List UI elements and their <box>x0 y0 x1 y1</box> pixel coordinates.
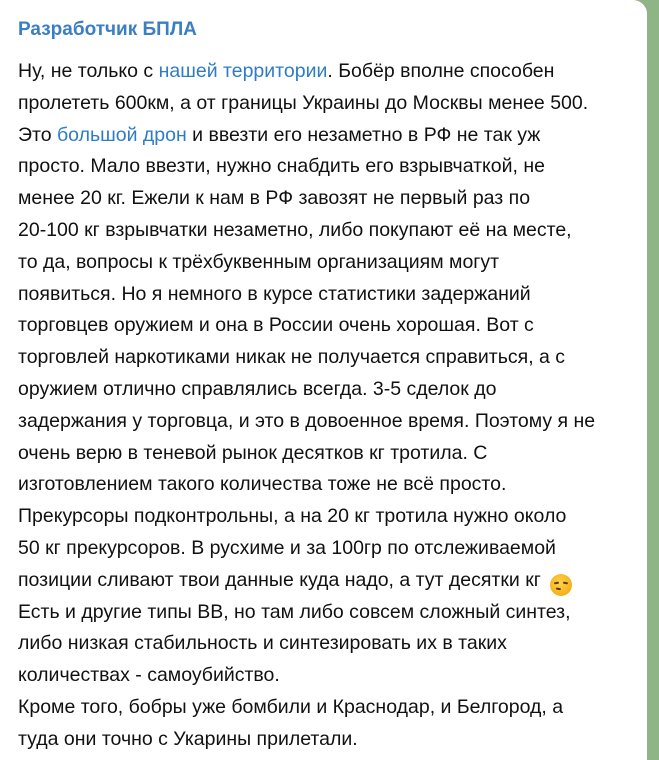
message-text-segment: Кроме того, бобры уже бомбили и Краснодар, и Белгород, а <box>18 695 564 718</box>
message-text-segment: позиции сливают твои данные куда надо, а тут десятки кг <box>18 568 547 591</box>
message-text-segment: . Бобёр вполне способен <box>327 60 555 82</box>
message-line <box>18 183 633 215</box>
message-text-segment: оружием отлично справлялись всегда. 3-5 сделок до <box>18 377 497 400</box>
message-text-segment: 20-100 кг взрывчатки незаметно, либо покупают её на месте, <box>18 218 572 241</box>
message-text-segment: просто. Мало ввезти, нужно снабдить его взрывчаткой, не <box>18 155 545 178</box>
message-text-segment: и ввезти его незаметно в РФ не так уж <box>186 123 541 146</box>
message-line <box>18 438 633 470</box>
message-text-segment: Это <box>18 123 57 146</box>
message-line <box>18 151 633 183</box>
message-line <box>18 597 633 629</box>
message-line <box>18 406 633 438</box>
message-line <box>18 660 633 692</box>
message-text-segment: торговлей наркотиками никак не получается справиться, а с <box>18 346 566 369</box>
message-text-segment: туда они точно с Укарины прилетали. <box>18 727 358 750</box>
message-line <box>18 565 633 597</box>
message-line <box>18 56 633 88</box>
message-link[interactable]: нашей территории <box>158 60 328 82</box>
message-text-segment: Есть и другие типы ВВ, но там либо совсем сложный синтез, <box>18 600 571 623</box>
message-line <box>18 374 633 406</box>
sender-name[interactable]: Разработчик БПЛА <box>18 19 197 40</box>
message-text-segment: 50 кг прекурсоров. В русхиме и за 100гр по отслеживаемой <box>18 536 556 559</box>
message-text-segment: Ну, не только с <box>18 60 159 82</box>
message-text-segment: то да, вопросы к трёхбуквенным организациям могут <box>18 250 500 273</box>
message-line <box>18 88 633 120</box>
message-line <box>18 628 633 660</box>
message-line <box>18 215 633 247</box>
message-text <box>18 56 633 756</box>
message-text-segment: изготовлением такого количества тоже не всё просто. <box>18 473 507 496</box>
message-text-segment: пролететь 600км, а от границы Украины до Москвы менее 500. <box>18 91 589 114</box>
message-line <box>18 120 633 152</box>
message-line <box>18 342 633 374</box>
message-line <box>18 310 633 342</box>
message-line <box>18 469 633 501</box>
message-line <box>18 724 633 756</box>
message-text-segment: менее 20 кг. Ежели к нам в РФ завозят не первый раз по <box>18 187 531 210</box>
message-line <box>18 247 633 279</box>
message-line <box>18 279 633 311</box>
message-line <box>18 501 633 533</box>
message-text-segment: появиться. Но я немного в курсе статистики задержаний <box>18 282 531 305</box>
message-text-segment: либо низкая стабильность и синтезировать их в таких <box>18 632 507 655</box>
message-line <box>18 533 633 565</box>
message-text-segment: очень верю в теневой рынок десятков кг тротила. С <box>18 441 488 464</box>
message-text-segment: количествах - самоубийство. <box>18 664 280 687</box>
message-text-segment: задержания у торговца, и это в довоенное время. Поэтому я не <box>18 409 596 432</box>
message-text-segment: торговцев оружием и она в России очень хорошая. Вот с <box>18 314 534 337</box>
smirking-face-icon <box>550 574 572 596</box>
message-line <box>18 692 633 724</box>
message-text-segment: Прекурсоры подконтрольны, а на 20 кг тротила нужно около <box>18 505 567 528</box>
message-link[interactable]: большой дрон <box>57 123 187 146</box>
